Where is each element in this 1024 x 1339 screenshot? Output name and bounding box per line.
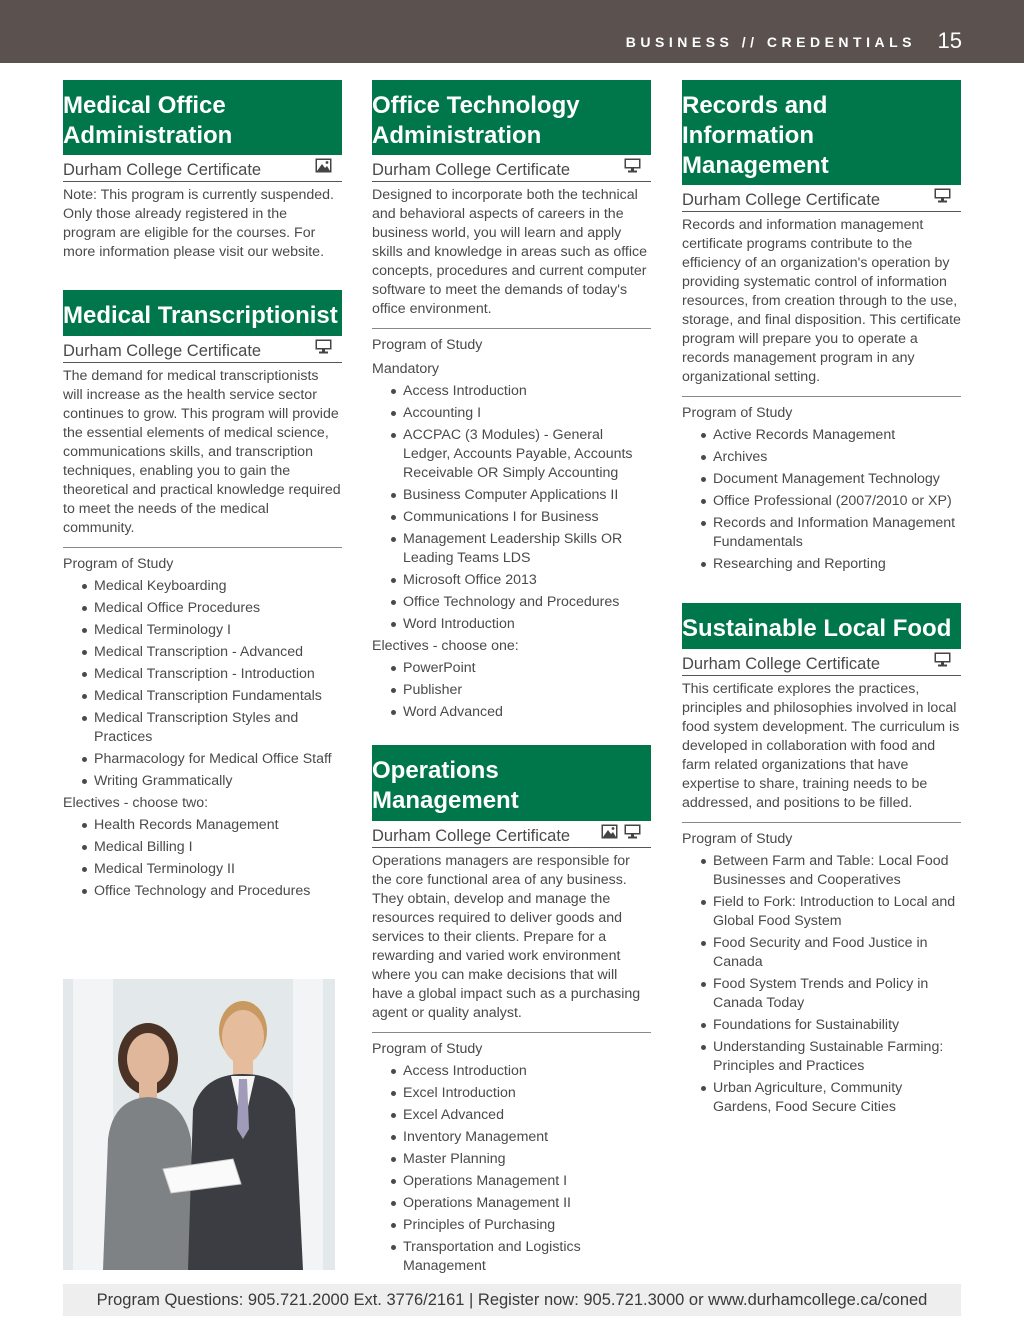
list-item: Office Professional (2007/2010 or XP) (701, 492, 961, 511)
list-item: Word Advanced (391, 703, 651, 722)
course-list (372, 382, 651, 634)
list-item: Access Introduction (391, 1062, 651, 1081)
program-title-operations: Operations Management (372, 745, 651, 821)
image-icon (315, 158, 332, 173)
course-list (372, 1062, 651, 1276)
program-title-sustainable-food: Sustainable Local Food (682, 603, 961, 649)
list-item: Document Management Technology (701, 470, 961, 489)
study-label: Program of Study (372, 337, 483, 353)
credential-row (372, 821, 651, 848)
list-item: Foundations for Sustainability (701, 1016, 961, 1035)
header-bar (0, 0, 1024, 63)
image-icon (601, 824, 618, 839)
column-1 (63, 80, 342, 904)
list-item: Management Leadership Skills OR Leading Teams LDS (391, 530, 651, 568)
divider (63, 547, 342, 548)
divider (682, 396, 961, 397)
program-title-office-technology: Office Technology Administration (372, 80, 651, 155)
electives-label: Electives - choose two: (63, 795, 209, 811)
list-item: Researching and Reporting (701, 555, 961, 574)
list-item: ACCPAC (3 Modules) - General Ledger, Accounts Payable, Accounts Receivable OR Simply Accounting (391, 426, 651, 483)
list-item: Medical Terminology II (82, 860, 342, 879)
monitor-icon (624, 824, 641, 839)
credential-row (63, 155, 342, 182)
credential-label: Durham College Certificate (63, 342, 262, 360)
list-item: Medical Transcription Fundamentals (82, 687, 342, 706)
mandatory-label: Mandatory (372, 361, 440, 377)
study-label: Program of Study (63, 556, 174, 572)
list-item: Writing Grammatically (82, 772, 342, 791)
list-item: Archives (701, 448, 961, 467)
list-item: Publisher (391, 681, 651, 700)
list-item: Inventory Management (391, 1128, 651, 1147)
credential-label: Durham College Certificate (682, 655, 881, 673)
list-item: Accounting I (391, 404, 651, 423)
column-3 (682, 80, 961, 1120)
list-item: Records and Information Management Fundamentals (701, 514, 961, 552)
list-item: Food Security and Food Justice in Canada (701, 934, 961, 972)
column-2 (372, 80, 651, 1279)
list-item: Medical Keyboarding (82, 577, 342, 596)
electives-list (372, 659, 651, 722)
credential-label: Durham College Certificate (372, 161, 571, 179)
list-item: Health Records Management (82, 816, 342, 835)
study-label: Program of Study (682, 831, 793, 847)
program-title-records: Records and Information Management (682, 80, 961, 185)
credential-row (372, 155, 651, 182)
course-list (63, 577, 342, 791)
list-item: Communications I for Business (391, 508, 651, 527)
program-description: The demand for medical transcriptionists will increase as the health service sector continues to grow. This program will provide the essential elements of medical science, communications skills, and transcription techniques, enabling you to gain the theoretical and practical knowledge required to meet the needs of the medical community. (63, 368, 341, 536)
program-description: Records and information management certificate programs contribute to the efficiency of an organization's operation by providing systematic control of information resources, from creation through to the use, storage, and final disposition. This certificate program will prepare you to operate a records management program in any organizational setting. (682, 217, 961, 385)
divider (372, 328, 651, 329)
divider (682, 822, 961, 823)
credential-label: Durham College Certificate (63, 161, 262, 179)
list-item: Business Computer Applications II (391, 486, 651, 505)
section-label: BUSINESS // CREDENTIALS (625, 34, 916, 50)
list-item: Medical Transcription - Introduction (82, 665, 342, 684)
footer-contact: Program Questions: 905.721.2000 Ext. 3776/2161 | Register now: 905.721.3000 or www.durhamcollege.ca/coned (63, 1284, 961, 1316)
list-item: Medical Transcription - Advanced (82, 643, 342, 662)
list-item: Active Records Management (701, 426, 961, 445)
credential-label: Durham College Certificate (372, 827, 571, 845)
list-item: Field to Fork: Introduction to Local and Global Food System (701, 893, 961, 931)
study-label: Program of Study (682, 405, 793, 421)
list-item: Master Planning (391, 1150, 651, 1169)
monitor-icon (934, 652, 951, 667)
list-item: Excel Introduction (391, 1084, 651, 1103)
list-item: Access Introduction (391, 382, 651, 401)
page-number: 15 (937, 28, 962, 53)
monitor-icon (934, 188, 951, 203)
list-item: Medical Billing I (82, 838, 342, 857)
divider (372, 1032, 651, 1033)
list-item: Between Farm and Table: Local Food Businesses and Cooperatives (701, 852, 961, 890)
monitor-icon (624, 158, 641, 173)
list-item: Office Technology and Procedures (391, 593, 651, 612)
list-item: Operations Management II (391, 1194, 651, 1213)
list-item: PowerPoint (391, 659, 651, 678)
program-title-medical-office: Medical Office Administration (63, 80, 342, 155)
list-item: Operations Management I (391, 1172, 651, 1191)
list-item: Transportation and Logistics Management (391, 1238, 651, 1276)
program-description: Designed to incorporate both the technical and behavioral aspects of careers in the business world, you will learn and apply skills and knowledge in areas such as office concepts, procedures and current computer software to meet the demands of today's office environment. (372, 187, 647, 317)
credential-row (682, 185, 961, 212)
monitor-icon (315, 339, 332, 354)
list-item: Excel Advanced (391, 1106, 651, 1125)
list-item: Office Technology and Procedures (82, 882, 342, 901)
electives-list (63, 816, 342, 901)
electives-label: Electives - choose one: (372, 638, 519, 654)
course-list (682, 426, 961, 574)
list-item: Word Introduction (391, 615, 651, 634)
business-people-photo (63, 979, 335, 1270)
list-item: Understanding Sustainable Farming: Principles and Practices (701, 1038, 961, 1076)
credential-row (63, 336, 342, 363)
list-item: Medical Transcription Styles and Practices (82, 709, 342, 747)
list-item: Principles of Purchasing (391, 1216, 651, 1235)
list-item: Medical Office Procedures (82, 599, 342, 618)
program-description: This certificate explores the practices, principles and philosophies involved in local food system development. The curriculum is developed in collaboration with food and farm related organizations that have expertise to share, training needs to be addressed, and positions to be filled. (682, 681, 960, 811)
list-item: Microsoft Office 2013 (391, 571, 651, 590)
credential-row (682, 649, 961, 676)
list-item: Urban Agriculture, Community Gardens, Food Secure Cities (701, 1079, 961, 1117)
list-item: Pharmacology for Medical Office Staff (82, 750, 342, 769)
credential-label: Durham College Certificate (682, 191, 881, 209)
program-description: Operations managers are responsible for the core functional area of any business. They obtain, develop and manage the resources required to deliver goods and services to their clients. Prepare for a rewarding and varied work environment where you can make decisions that will have a global impact such as a purchasing agent or quality analyst. (372, 853, 641, 1021)
list-item: Medical Terminology I (82, 621, 342, 640)
program-title-medical-transcriptionist: Medical Transcriptionist (63, 290, 342, 336)
program-description: Note: This program is currently suspended. Only those already registered in the program are eligible for the courses. For more information please visit our website. (63, 187, 335, 260)
list-item: Food System Trends and Policy in Canada Today (701, 975, 961, 1013)
study-label: Program of Study (372, 1041, 483, 1057)
course-list (682, 852, 961, 1117)
